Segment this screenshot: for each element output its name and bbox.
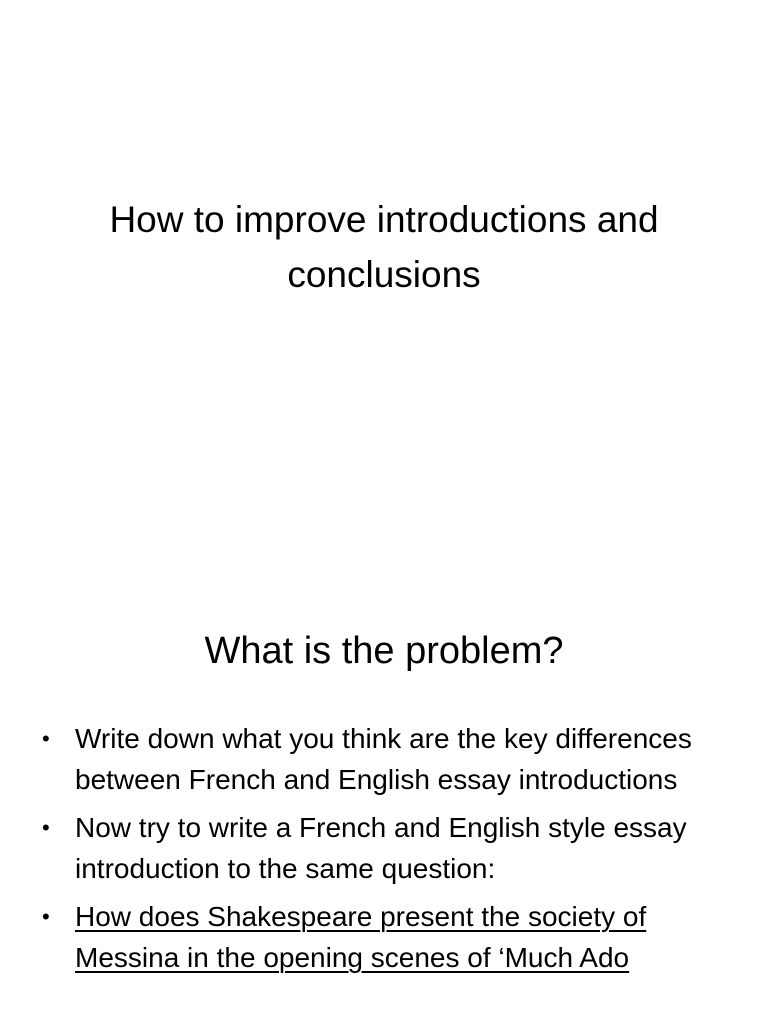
- bullet-text: Now try to write a French and English style essay introduction to the same question:: [75, 812, 687, 884]
- bullet-item: [40, 718, 730, 800]
- bullet-list: [40, 718, 730, 985]
- slide-1-title: How to improve introductions and conclusions: [109, 199, 659, 295]
- bullet-item: [40, 807, 730, 889]
- essay-question-text: How does Shakespeare present the society of Messina in the opening scenes of ‘Much Ado: [75, 901, 647, 973]
- bullet-item: [40, 896, 730, 978]
- bullet-icon: •: [42, 904, 50, 929]
- bullet-icon: •: [42, 815, 50, 840]
- slide-2-title: What is the problem?: [204, 630, 564, 672]
- slide-problem: [0, 576, 768, 1024]
- bullet-text: Write down what you think are the key differences between French and English essay introductions: [75, 723, 692, 795]
- bullet-icon: •: [42, 726, 50, 751]
